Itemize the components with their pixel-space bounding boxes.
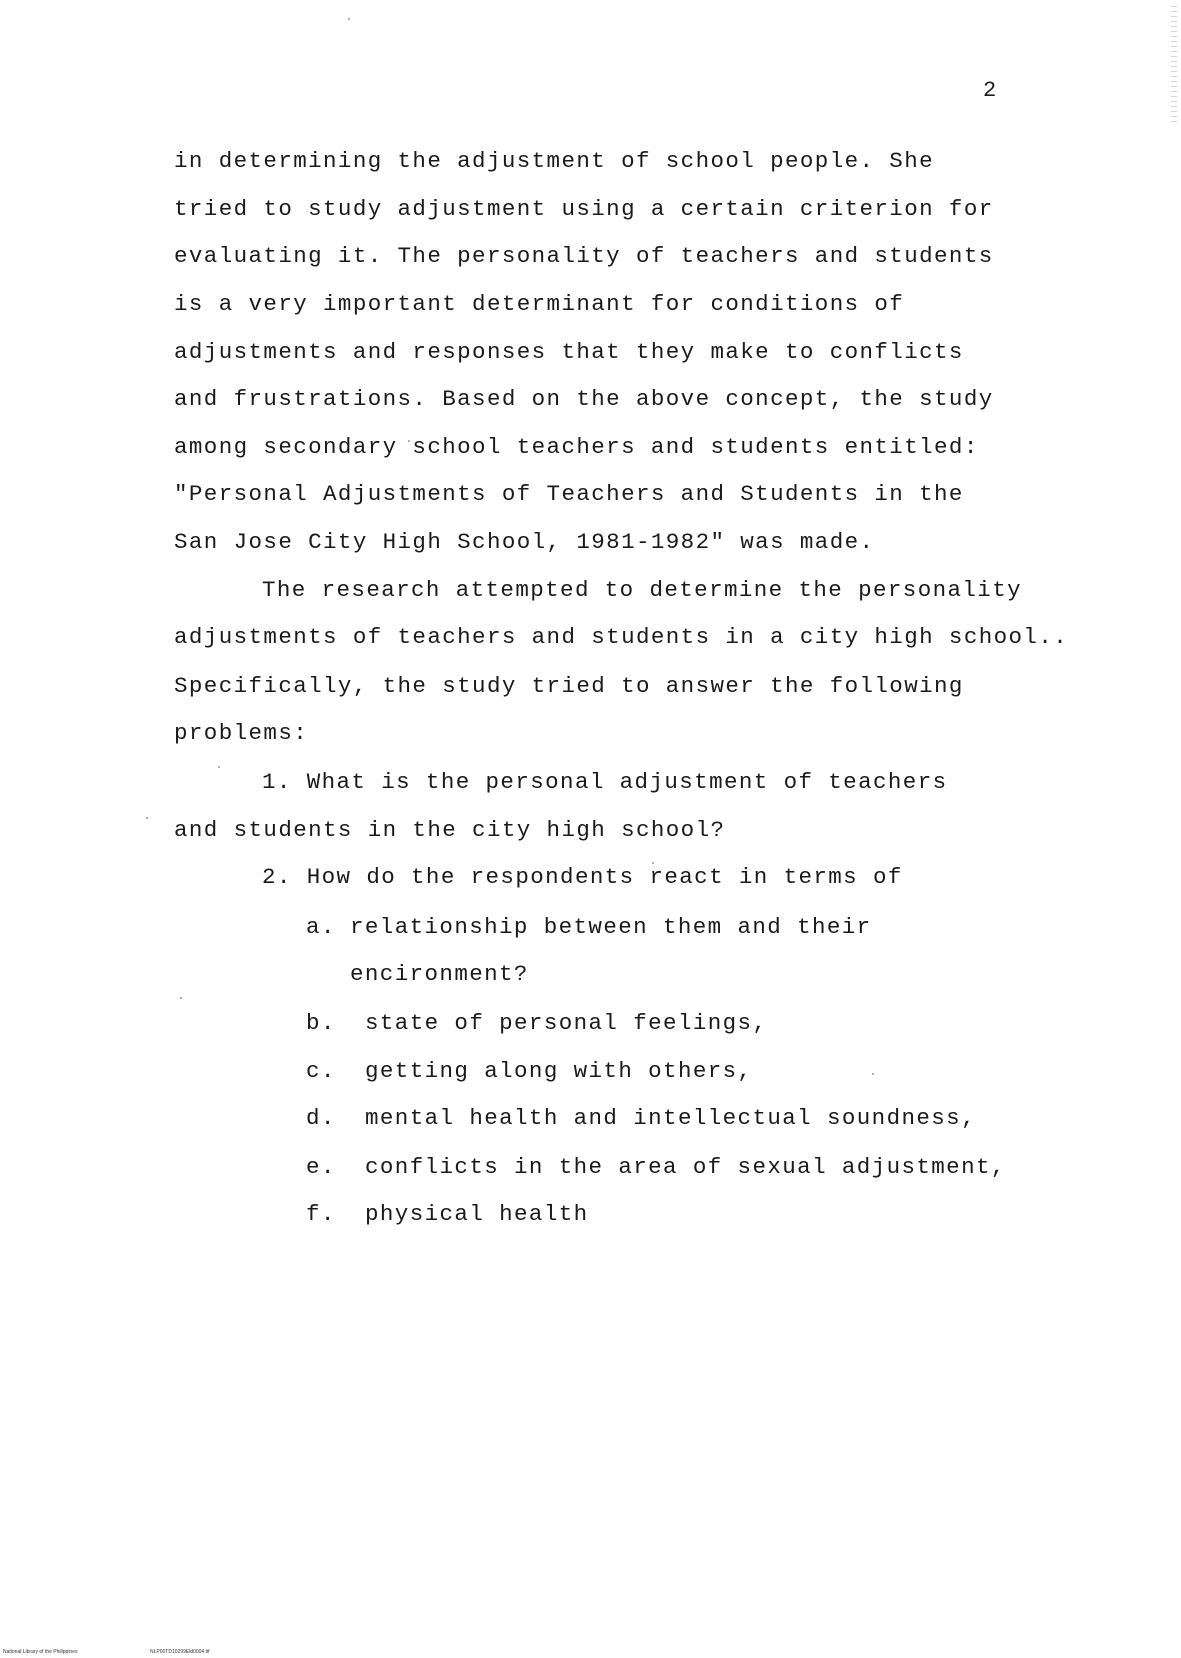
paragraph-line: adjustments of teachers and students in a city high school.. [174, 624, 1069, 650]
sub-item-letter: a. [306, 914, 336, 940]
paragraph-line: San Jose City High School, 1981-1982" was made. [174, 529, 875, 555]
question-line: 1. What is the personal adjustment of teachers [262, 769, 948, 795]
page-number: 2 [983, 78, 998, 103]
paragraph-line: and frustrations. Based on the above concept, the study [174, 386, 994, 412]
footer-file-id: NLP00TD10299Eld0004.tif [150, 1649, 210, 1655]
scan-speck [348, 18, 350, 20]
sub-item-letter: c. [306, 1058, 336, 1084]
sub-item-text: state of personal feelings, [365, 1010, 768, 1036]
paragraph-line: is a very important determinant for conditions of [174, 291, 905, 317]
scan-speck [218, 766, 220, 768]
sub-item-letter: d. [306, 1105, 336, 1131]
scan-speck [146, 817, 148, 819]
paragraph-line: in determining the adjustment of school people. She [174, 148, 935, 174]
scan-edge-noise [1171, 6, 1177, 126]
paragraph-line: "Personal Adjustments of Teachers and Students in the [174, 481, 964, 507]
paragraph-line: Specifically, the study tried to answer the following [174, 673, 964, 699]
sub-item-text: relationship between them and their [350, 914, 872, 940]
sub-item-text: physical health [365, 1201, 589, 1227]
sub-item-letter: b. [306, 1010, 336, 1036]
sub-item-text: getting along with others, [365, 1058, 753, 1084]
footer-source: National Library of the Philippines [3, 1649, 78, 1655]
paragraph-line: tried to study adjustment using a certain criterion for [174, 196, 994, 222]
sub-item-text: mental health and intellectual soundness, [365, 1105, 976, 1131]
sub-item-text: conflicts in the area of sexual adjustment, [365, 1154, 1006, 1180]
paragraph-line: adjustments and responses that they make to conflicts [174, 339, 964, 365]
scan-speck [180, 997, 182, 999]
paragraph-line: among secondary school teachers and students entitled: [174, 434, 979, 460]
question-intro: 2. How do the respondents react in terms of [262, 864, 903, 890]
question-line: and students in the city high school? [174, 817, 726, 843]
scan-speck [872, 1073, 874, 1075]
paragraph-line: evaluating it. The personality of teachers and students [174, 243, 994, 269]
sub-item-letter: f. [306, 1201, 336, 1227]
paragraph-line: The research attempted to determine the personality [262, 577, 1023, 603]
sub-item-letter: e. [306, 1154, 336, 1180]
sub-item-continuation: encironment? [350, 961, 529, 987]
paragraph-line: problems: [174, 720, 309, 746]
